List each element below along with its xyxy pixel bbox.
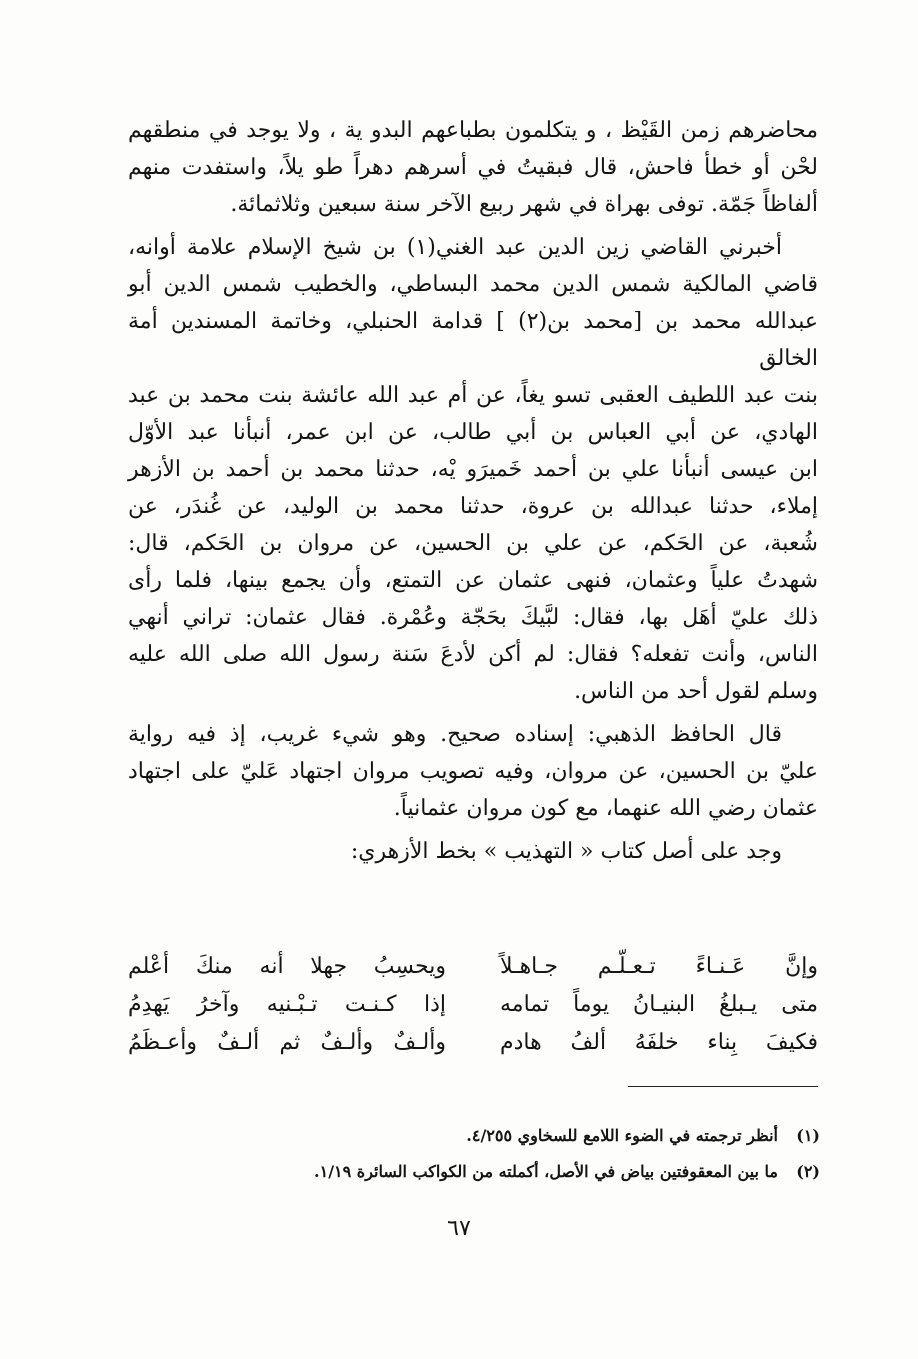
poem-verse (128, 1024, 818, 1062)
text-line: ذلك عليّ أهَل بها، فقال: لبَّيكَ بحَجّة وعُمْرة. فقال عثمان: تراني أنهي (128, 605, 818, 630)
footnote-number: (١) (796, 1126, 820, 1145)
footnote-separator (628, 1086, 818, 1087)
text-line: عثمان رضي الله عنهما، مع كون مروان عثمانياً. (393, 796, 818, 821)
main-text (128, 112, 818, 876)
verse-first-hemistich: وإنَّ عَـنـاءً تـعـلّـم جـاهـلاً (500, 954, 818, 979)
text-line: وسلم لقول أحد من الناس. (574, 679, 818, 704)
poem (128, 948, 818, 1062)
text-line: قال الحافظ الذهبي: إسناده صحيح. وهو شيء غريب، إذ فيه رواية (128, 722, 782, 747)
text-line: شهدتُ علياً وعثمان، فنهى عثمان عن التمتع، وأن يجمع بينها، فلما رأى (128, 568, 818, 593)
text-line: محاضرهم زمن القَيْظ ، و يتكلمون بطباعهم البدو ية ، ولا يوجد في منطقهم (128, 118, 818, 143)
poem-verse (128, 986, 818, 1024)
footnote-text: أنظر ترجمته في الضوء اللامع للسخاوي ٤/٢٥٥. (466, 1126, 778, 1145)
text-line: أخبرني القاضي زين الدين عبد الغني(١) بن شيخ الإسلام علامة أوانه، (128, 235, 783, 260)
paragraph-3 (128, 716, 818, 827)
poem-verse (128, 948, 818, 986)
text-line: الهادي، عن أبي العباس بن أبي طالب، عن ابن عمر، أنبأنا عبد الأوّل (128, 420, 818, 445)
verse-second-hemistich: ويحسِبُ جهلا أنه منكَ أعْلم (128, 954, 446, 979)
verse-first-hemistich: فكيفَ بِناء خلفَهُ ألفُ هادم (500, 1030, 818, 1055)
paragraph-4 (128, 833, 818, 870)
verse-second-hemistich: وألـفٌ وألـفٌ ثم ألـفٌ وأعـظَمُ (128, 1030, 446, 1055)
text-line: الناس، وأنت تفعله؟ فقال: لم أكن لأدعَ سَنة رسول الله صلى الله عليه (128, 642, 818, 667)
footnote-number: (٢) (796, 1162, 820, 1181)
text-line: إملاء، حدثنا عبدالله بن عروة، حدثنا محمد بن الوليد، عن غُندَر، عن (128, 494, 818, 519)
footnote-text: ما بين المعقوفتين بياض في الأصل، أكملته من الكواكب السائرة ١/١٩. (314, 1162, 778, 1181)
footnote (120, 1118, 820, 1154)
paragraph-2-body (128, 266, 818, 710)
text-line: عبدالله محمد بن [محمد بن(٢) ] قدامة الحنبلي، وخاتمة المسندين أمة الخالق (128, 309, 819, 371)
paragraph-2 (128, 229, 818, 266)
verse-first-hemistich: متى يـبلغُ البنيـانُ يوماً تمامه (500, 992, 818, 1017)
text-line: عليّ بن الحسين، عن مروان، وفيه تصويب مروان اجتهاد عَليّ على اجتهاد (128, 759, 818, 784)
verse-second-hemistich: إذا كـنـت تـبْـنيه وآخرُ يَهدِمُ (128, 992, 446, 1017)
page-number: ٦٧ (447, 1216, 471, 1241)
paragraph-1 (128, 112, 818, 223)
text-line: وجد على أصل كتاب « التهذيب » بخط الأزهري: (350, 839, 782, 864)
text-line: بنت عبد اللطيف العقبى تسو يغاً، عن أم عبد الله عائشة بنت محمد بن عبد (128, 383, 818, 408)
text-line: شُعبة، عن الحَكم، عن علي بن الحسين، عن مروان بن الحَكم، قال: (128, 531, 818, 556)
footnotes (120, 1118, 820, 1190)
text-line: لحْن أو خطأ فاحش، قال فبقيتُ في أسرهم دهراً طو يلاً، واستفدت منهم (128, 155, 818, 180)
text-line: قاضي المالكية شمس الدين محمد البساطي، والخطيب شمس الدين أبو (128, 272, 818, 297)
text-line: ألفاظاً جَمّة. توفى بهراة في شهر ربيع الآخر سنة سبعين وثلاثمائة. (230, 192, 818, 217)
text-line: ابن عيسى أنبأنا علي بن أحمد خَميرَو يْه، حدثنا محمد بن أحمد بن الأزهر (128, 457, 818, 482)
footnote (120, 1154, 820, 1190)
